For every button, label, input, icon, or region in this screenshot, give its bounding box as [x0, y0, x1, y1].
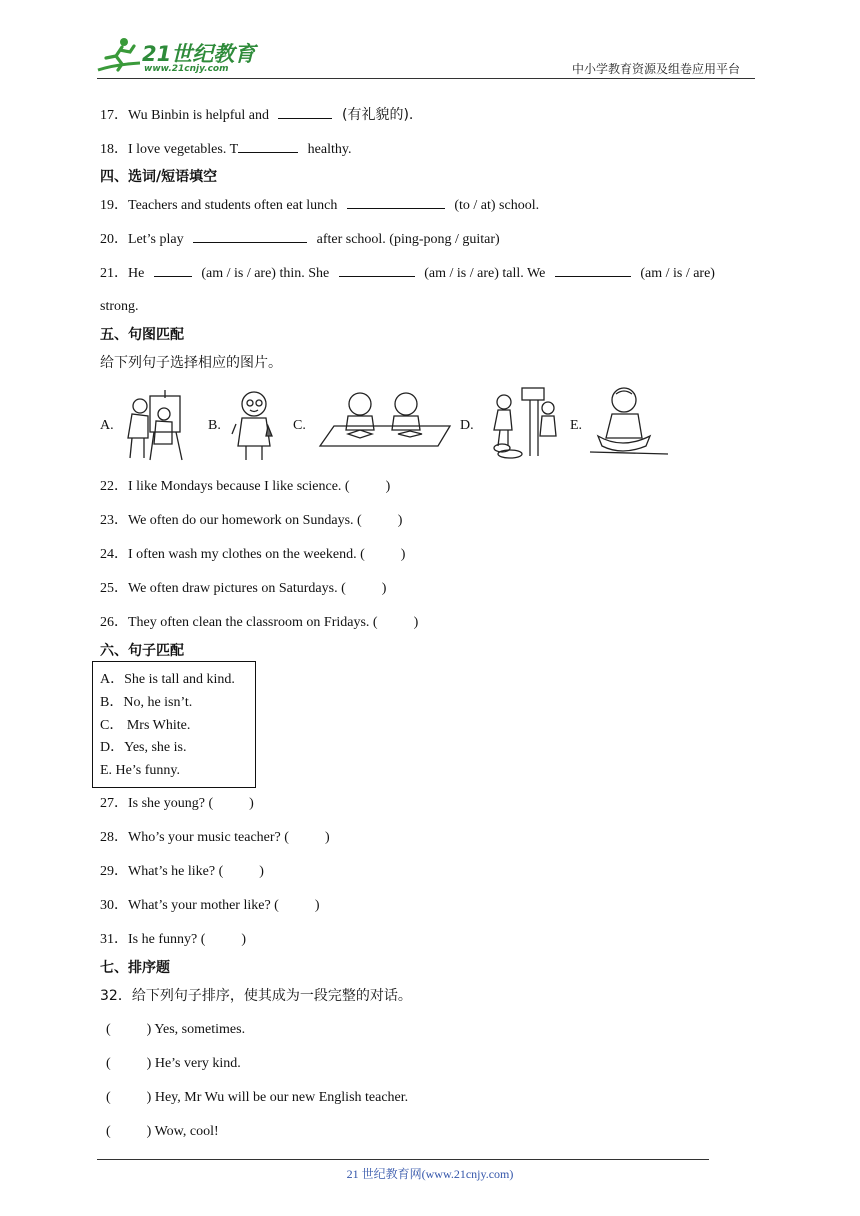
- question-17: 17．Wu Binbin is helpful and (有礼貌的).: [100, 107, 414, 123]
- section-5-heading: 五、句图匹配: [100, 327, 184, 343]
- logo-url: www.21cnjy.com: [144, 64, 229, 74]
- question-30: 30．What’s your mother like? ( ): [100, 898, 320, 913]
- pic-label-e: E.: [570, 418, 583, 433]
- blank-19[interactable]: [347, 196, 445, 209]
- blank-18[interactable]: [238, 140, 298, 153]
- footer-link[interactable]: 21 世纪教育网(www.21cnjy.com): [346, 1167, 514, 1181]
- order-item-3: ( ) Hey, Mr Wu will be our new English teacher.: [106, 1090, 409, 1105]
- picture-a-drawing-icon: [120, 388, 194, 464]
- option-c: C． Mrs White.: [100, 718, 191, 733]
- question-27: 27．Is she young? ( ): [100, 796, 254, 811]
- option-e: E. He’s funny.: [100, 763, 180, 778]
- blank-20[interactable]: [193, 230, 307, 243]
- question-24: 24．I often wash my clothes on the weekend. ( ): [100, 547, 406, 562]
- order-item-2: ( ) He’s very kind.: [106, 1056, 241, 1071]
- blank-17[interactable]: [278, 106, 332, 119]
- logo-title: 21世纪教育: [142, 42, 256, 66]
- question-31: 31．Is he funny? ( ): [100, 932, 247, 947]
- question-21-continued: strong.: [100, 299, 139, 314]
- picture-c-homework-icon: [318, 390, 452, 450]
- section-4-heading: 四、选词/短语填空: [100, 169, 218, 185]
- question-25: 25．We often draw pictures on Saturdays. ( ): [100, 581, 387, 596]
- option-b: B．No, he isn’t.: [100, 695, 193, 710]
- option-d: D．Yes, she is.: [100, 740, 187, 755]
- blank-21c[interactable]: [555, 264, 631, 277]
- blank-21b[interactable]: [339, 264, 415, 277]
- pic-label-d: D.: [460, 418, 474, 433]
- question-32: 32．给下列句子排序，使其成为一段完整的对话。: [100, 988, 412, 1004]
- question-20: 20．Let’s play after school. (ping-pong / guitar): [100, 232, 500, 247]
- section-5-instruction: 给下列句子选择相应的图片。: [100, 355, 282, 371]
- section-6-heading: 六、句子匹配: [100, 643, 184, 659]
- order-item-4: ( ) Wow, cool!: [106, 1124, 219, 1139]
- pic-label-a: A.: [100, 418, 114, 433]
- option-a: A．She is tall and kind.: [100, 672, 235, 687]
- header-right-text: 中小学教育资源及组卷应用平台: [572, 62, 741, 76]
- footer-divider: [97, 1159, 709, 1160]
- question-21: 21．He (am / is / are) thin. She (am / is / are) tall. We (am / is / are): [100, 266, 715, 281]
- question-26: 26．They often clean the classroom on Fridays. ( ): [100, 615, 419, 630]
- blank-21a[interactable]: [154, 264, 192, 277]
- runner-logo-icon: [96, 36, 142, 76]
- picture-b-scientist-icon: [230, 388, 276, 464]
- options-box: [92, 661, 256, 788]
- question-23: 23．We often do our homework on Sundays. ( ): [100, 513, 403, 528]
- order-item-1: ( ) Yes, sometimes.: [106, 1022, 246, 1037]
- section-7-heading: 七、排序题: [100, 960, 170, 976]
- picture-d-cleaning-icon: [490, 386, 562, 462]
- header-divider: [97, 78, 755, 79]
- pic-label-b: B.: [208, 418, 221, 433]
- question-18: 18．I love vegetables. T healthy.: [100, 142, 352, 157]
- picture-e-washing-icon: [588, 386, 670, 458]
- question-22: 22．I like Mondays because I like science. ( ): [100, 479, 391, 494]
- logo: [96, 34, 266, 78]
- question-28: 28．Who’s your music teacher? ( ): [100, 830, 330, 845]
- question-29: 29．What’s he like? ( ): [100, 864, 264, 879]
- question-19: 19．Teachers and students often eat lunch (to / at) school.: [100, 198, 540, 213]
- pic-label-c: C.: [293, 418, 306, 433]
